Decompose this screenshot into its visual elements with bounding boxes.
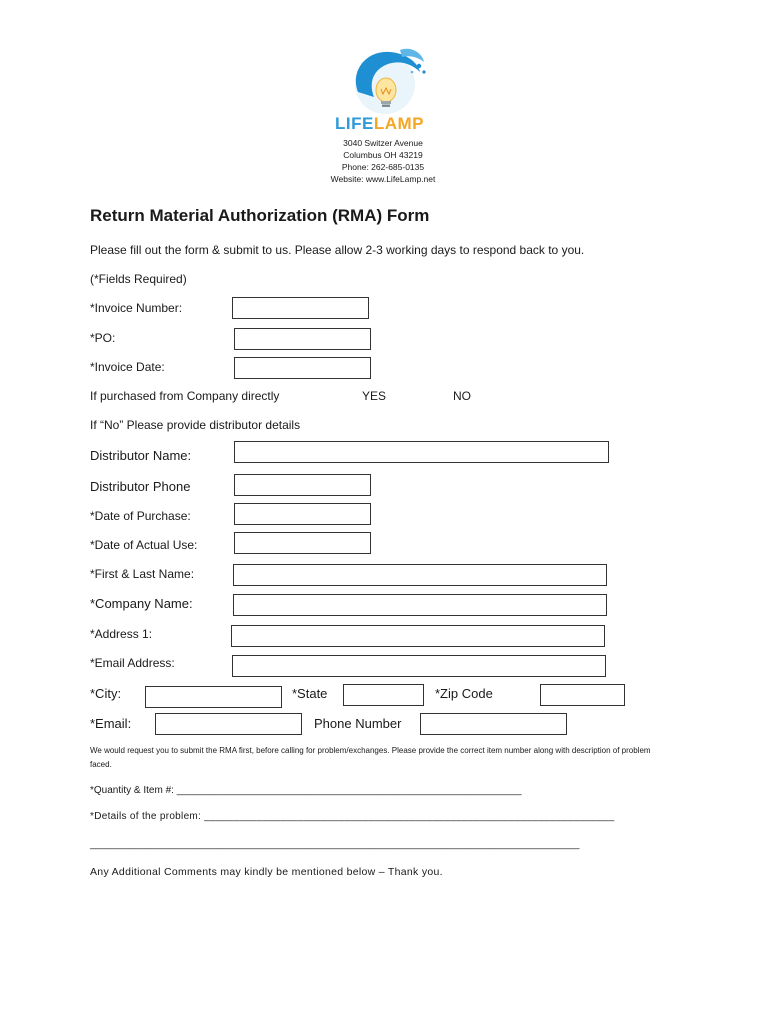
company-name-label: *Company Name:	[90, 596, 193, 611]
first-last-name-input[interactable]	[233, 564, 607, 586]
details-problem-line[interactable]: *Details of the problem: ______________________________________________________________________	[90, 811, 615, 822]
email-address-label: *Email Address:	[90, 656, 175, 670]
date-of-purchase-input[interactable]	[234, 503, 371, 525]
po-label: *PO:	[90, 331, 116, 345]
details-problem-line-2[interactable]: ________________________________________________________________________________________	[90, 839, 580, 850]
brand-name	[335, 114, 424, 134]
phone-number-input[interactable]	[420, 713, 567, 735]
distributor-phone-label: Distributor Phone	[90, 479, 191, 494]
invoice-date-label: *Invoice Date:	[90, 360, 165, 374]
required-note: (*Fields Required)	[90, 272, 187, 286]
address-1-label: *Address 1:	[90, 627, 153, 641]
email-input[interactable]	[155, 713, 302, 735]
date-of-purchase-label: *Date of Purchase:	[90, 509, 191, 523]
quantity-item-line[interactable]: *Quantity & Item #: ______________________________________________________________	[90, 785, 522, 796]
first-last-name-label: *First & Last Name:	[90, 567, 195, 581]
no-option[interactable]: NO	[453, 389, 471, 403]
email-address-input[interactable]	[232, 655, 606, 677]
brand-name-right: LAMP	[373, 114, 425, 133]
brand-name-left: LIFE	[335, 114, 374, 133]
form-intro: Please fill out the form & submit to us. Please allow 2-3 working days to respond back to you.	[90, 243, 585, 257]
state-label: *State	[292, 686, 328, 701]
request-note: We would request you to submit the RMA first, before calling for problem/exchanges. Please provide the correct item number along with description of problem faced.	[90, 746, 651, 769]
additional-comments: Any Additional Comments may kindly be mentioned below – Thank you.	[90, 866, 443, 878]
zip-code-label: *Zip Code	[435, 686, 493, 701]
invoice-number-label: *Invoice Number:	[90, 301, 183, 315]
invoice-number-input[interactable]	[232, 297, 369, 319]
date-of-actual-use-input[interactable]	[234, 532, 371, 554]
invoice-date-input[interactable]	[234, 357, 371, 379]
phone-number-label: Phone Number	[314, 716, 402, 731]
zip-code-input[interactable]	[540, 684, 625, 706]
date-of-actual-use-label: *Date of Actual Use:	[90, 538, 198, 552]
email-label: *Email:	[90, 716, 132, 731]
address-website: Website: www.LifeLamp.net	[330, 174, 436, 184]
lifelamp-logo	[340, 42, 430, 122]
company-name-input[interactable]	[233, 594, 607, 616]
purchased-direct-label: If purchased from Company directly	[90, 389, 280, 403]
yes-option[interactable]: YES	[362, 389, 387, 403]
address-phone: Phone: 262-685-0135	[341, 162, 425, 172]
city-label: *City:	[90, 686, 122, 701]
address-city: Columbus OH 43219	[343, 150, 423, 160]
city-input[interactable]	[145, 686, 282, 708]
state-input[interactable]	[343, 684, 424, 706]
distributor-note: If “No” Please provide distributor details	[90, 418, 301, 432]
po-input[interactable]	[234, 328, 371, 350]
address-street: 3040 Switzer Avenue	[343, 138, 423, 148]
distributor-phone-input[interactable]	[234, 474, 371, 496]
form-title: Return Material Authorization (RMA) Form	[90, 206, 430, 225]
distributor-name-input[interactable]	[234, 441, 609, 463]
distributor-name-label: Distributor Name:	[90, 448, 192, 463]
address-1-input[interactable]	[231, 625, 605, 647]
logo-wave-bulb-icon	[340, 42, 430, 122]
